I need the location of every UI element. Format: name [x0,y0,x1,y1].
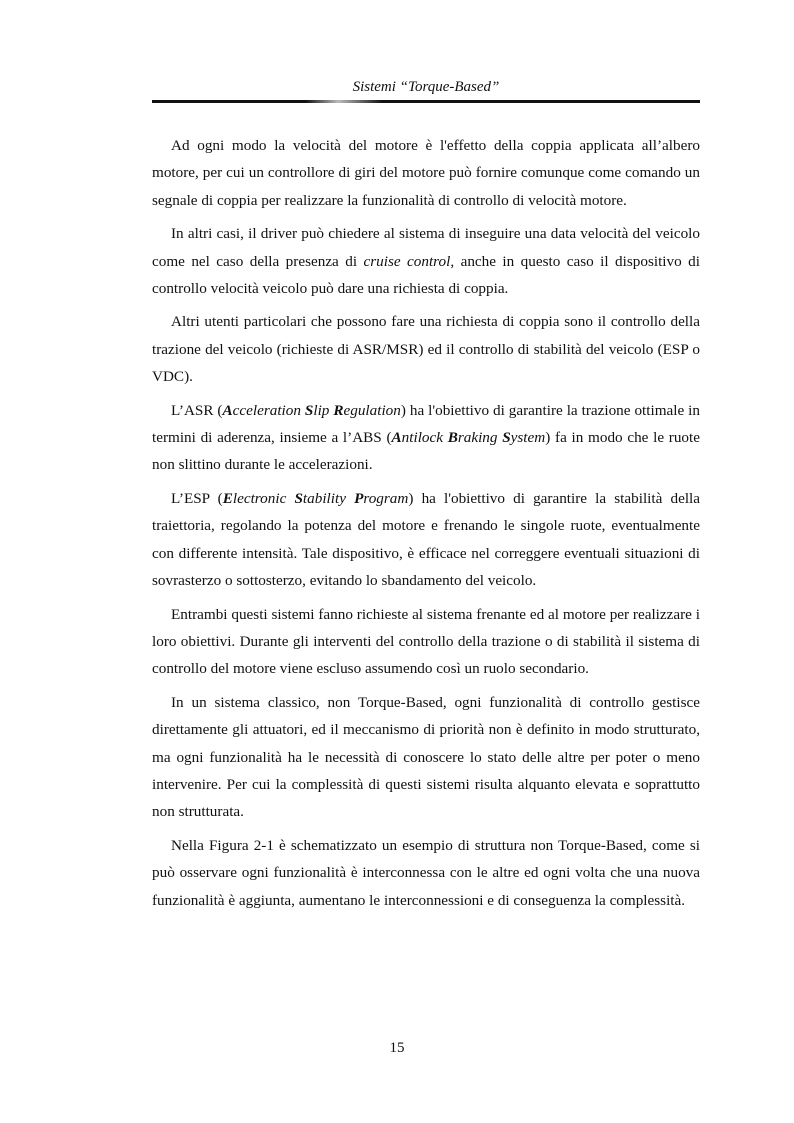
paragraph [152,132,700,214]
header-rule [152,100,700,103]
text-run: In un sistema classico, non Torque-Based, ogni funzionalità di controllo gestisce direttamente gli attuatori, ed il meccanismo di priorità non è definito in modo strutturato, ma ogni funzionalità ha le necessità di conoscere lo stato delle altre per poter o meno intervenire. Per cui la complessità di questi sistemi risulta alquanto elevata e soprattutto non strutturata. [152,693,700,821]
text-run: ystem [510,429,546,447]
text-run: L’ESP ( [171,489,223,507]
text-run: , anche in questo caso il dispositivo di controllo velocità veicolo può dare una richiesta di coppia. [152,252,700,298]
text-run: egulation [343,401,401,419]
text-run: A [222,401,233,419]
paragraph [152,689,700,826]
paragraph [152,397,700,479]
text-run: B [447,429,458,447]
text-run: raking [457,429,503,447]
text-run: lip [313,401,334,419]
text-run: Altri utenti particolari che possono fare una richiesta di coppia sono il controllo della trazione del veicolo (richieste di ASR/MSR) ed il controllo di stabilità del veicolo (ESP o VDC). [152,313,700,386]
text-run: S [304,401,314,419]
text-run: R [333,401,344,419]
text-run: Ad ogni modo la velocità del motore è l'effetto della coppia applicata all’albero motore, per cui un controllore di giri del motore può fornire comunque come comando un segnale di coppia per realizzare la funzionalità di controllo di velocità motore. [152,137,700,209]
text-run: cceleration [232,401,305,419]
text-run: In altri casi, il driver può chiedere al sistema di inseguire una data velocità del veicolo come nel caso della presenza di [152,225,700,270]
text-run: Nella Figura 2-1 è schematizzato un esempio di struttura non Torque-Based, come si può osservare ogni funzionalità è interconnessa con le altre ed ogni volta che una nuova funzionalità è aggiunta, aumentano le interconnessioni e di conseguenza la complessità. [152,836,700,909]
text-run: E [222,489,233,507]
text-run: A [391,429,402,447]
text-run: ntilock [401,429,448,447]
paragraph [152,832,700,914]
text-run: cruise control [363,252,451,270]
text-run: S [502,429,511,447]
page-number: 15 [389,1040,405,1056]
paragraph [152,485,700,595]
body-text [152,132,700,920]
paragraph [152,601,700,683]
text-run: S [294,489,303,507]
paragraph [152,220,700,302]
text-run: L’ASR ( [171,401,223,419]
paragraph [152,308,700,390]
running-header: Sistemi “Torque-Based” [352,79,500,95]
text-run: ) fa in modo che le ruote non slittino durante le accelerazioni. [152,429,700,474]
text-run: rogram [363,489,409,507]
text-run: ) ha l'obiettivo di garantire la stabilità della traiettoria, regolando la potenza del motore e frenando le singole ruote, eventualmente con differente intensità. Tale dispositivo, è efficace nel correggere eventuali situazioni di sovrasterzo o sottosterzo, evitando lo sbandamento del veicolo. [152,489,701,590]
text-run: ) ha l'obiettivo di garantire la trazione ottimale in termini di aderenza, insieme a l’ABS ( [152,401,700,447]
text-run: tability [302,489,355,507]
text-run: Entrambi questi sistemi fanno richieste al sistema frenante ed al motore per realizzare i loro obiettivi. Durante gli interventi del controllo della trazione o di stabilità il sistema di controllo del motore viene escluso assumendo così un ruolo secondario. [152,605,700,678]
text-run: P [354,489,364,507]
text-run: lectronic [232,489,295,507]
